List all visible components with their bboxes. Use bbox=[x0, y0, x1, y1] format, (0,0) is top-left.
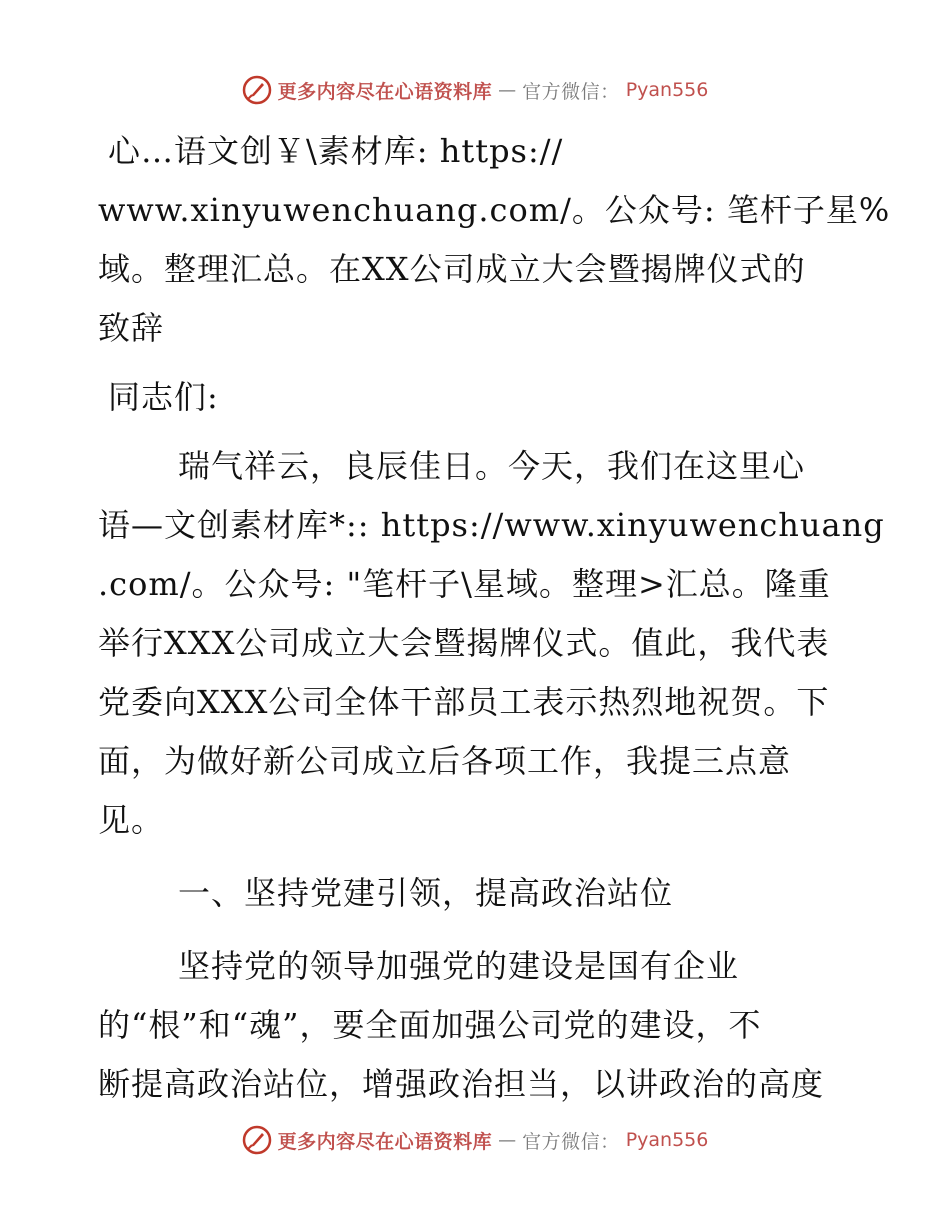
text-line: .com/。公众号: "笔杆子\星域。整理>汇总。隆重 bbox=[98, 565, 831, 603]
text-line: 语—文创素材库*:: https://www.xinyuwenchuang bbox=[98, 506, 885, 544]
document-body bbox=[98, 122, 891, 1114]
footer-banner bbox=[0, 1120, 950, 1160]
text-line: 见。 bbox=[98, 801, 165, 839]
text-line: 心…语文创￥\素材库: https:// bbox=[108, 132, 564, 170]
feather-pen-icon bbox=[242, 1125, 272, 1155]
text-line: 举行XXX公司成立大会暨揭牌仪式。值此，我代表 bbox=[98, 624, 830, 662]
section-heading: 一、坚持党建引领，提高政治站位 bbox=[178, 874, 674, 912]
text-line: 瑞气祥云，良辰佳日。今天，我们在这里心 bbox=[178, 447, 806, 485]
feather-pen-icon bbox=[242, 75, 272, 105]
text-line: www.xinyuwenchuang.com/。公众号: 笔杆子星% bbox=[98, 191, 891, 229]
header-promo-text: 更多内容尽在心语资料库 bbox=[277, 80, 493, 103]
text-line: 的“根”和“魂”，要全面加强公司党的建设，不 bbox=[98, 1006, 762, 1044]
footer-separator: — bbox=[498, 1129, 517, 1151]
header-banner bbox=[0, 70, 950, 110]
text-line: 党委向XXX公司全体干部员工表示热烈地祝贺。下 bbox=[98, 683, 830, 721]
text-line: 域。整理汇总。在XX公司成立大会暨揭牌仪式的 bbox=[98, 250, 806, 288]
header-wechat-id: Pyan556 bbox=[625, 79, 709, 101]
header-separator: — bbox=[498, 79, 517, 101]
footer-wechat-id: Pyan556 bbox=[625, 1129, 709, 1151]
text-line: 坚持党的领导加强党的建设是国有企业 bbox=[178, 947, 740, 985]
footer-promo-text: 更多内容尽在心语资料库 bbox=[277, 1130, 493, 1153]
text-line: 面，为做好新公司成立后各项工作，我提三点意 bbox=[98, 742, 792, 780]
text-line: 断提高政治站位，增强政治担当，以讲政治的高度 bbox=[98, 1065, 825, 1103]
text-line: 致辞 bbox=[98, 309, 165, 347]
header-official-label: 官方微信： bbox=[522, 80, 620, 103]
footer-official-label: 官方微信： bbox=[522, 1130, 620, 1153]
salutation: 同志们: bbox=[108, 378, 219, 416]
